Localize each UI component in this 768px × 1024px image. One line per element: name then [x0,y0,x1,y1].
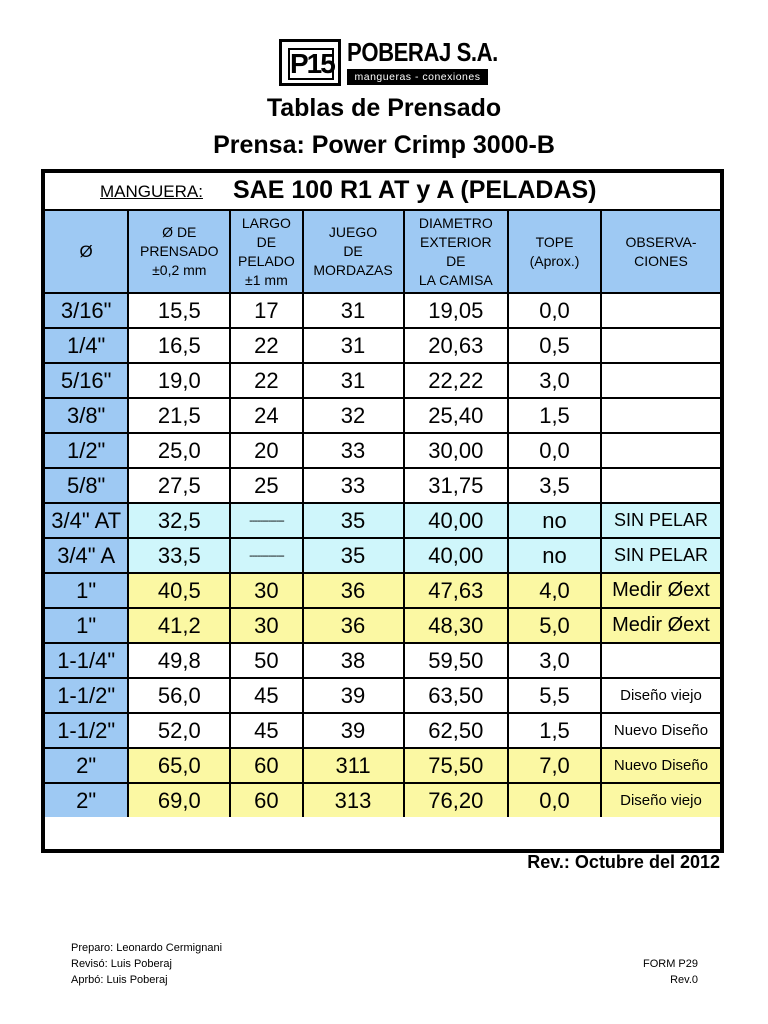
column-header [230,211,302,293]
column-header [128,211,230,293]
ferrule-od-cell: 40,00 [404,503,509,538]
hose-size-cell: 1-1/4" [45,643,128,678]
skive-length-cell: ------------- [230,503,302,538]
column-header-line: ±0,2 mm [152,262,207,278]
hose-size-cell: 1-1/2" [45,713,128,748]
table-row [45,503,720,538]
column-header-line: DE [256,233,277,250]
die-set-cell: 35 [303,503,404,538]
observation-cell [601,468,720,503]
reviewed-by: Revisó: Luis Poberaj [71,958,172,970]
observation-cell: Diseño viejo [601,783,720,817]
table-row [45,678,720,713]
hose-size-cell: 5/16" [45,363,128,398]
revision-date: Rev.: Octubre del 2012 [527,852,720,872]
die-set-cell: 31 [303,363,404,398]
prepared-by: Preparo: Leonardo Cermignani [71,942,223,954]
crimp-diameter-cell: 52,0 [128,713,230,748]
crimp-diameter-cell: 16,5 [128,328,230,363]
column-header-line: DIAMETRO [418,214,493,231]
table-header-row [45,211,720,293]
document-subtitle: Prensa: Power Crimp 3000-B [213,131,555,159]
crimp-diameter-cell: 40,5 [128,573,230,608]
form-number: FORM P29 [642,958,698,970]
die-set-cell: 311 [303,748,404,783]
stop-cell: 3,0 [508,643,601,678]
die-set-cell: 31 [303,293,404,328]
hose-size-cell: 2" [45,783,128,817]
table-row [45,608,720,643]
hose-size-cell: 2" [45,748,128,783]
table-row [45,783,720,817]
observation-cell: Medir Øext [601,573,720,608]
approved-by: Aprbó: Luis Poberaj [71,974,168,986]
die-set-cell: 39 [303,713,404,748]
observation-cell: Diseño viejo [601,678,720,713]
skive-length-cell: 24 [230,398,302,433]
crimp-diameter-cell: 21,5 [128,398,230,433]
die-set-cell: 35 [303,538,404,573]
stop-cell: 0,0 [508,783,601,817]
ferrule-od-cell: 25,40 [404,398,509,433]
crimp-diameter-cell: 27,5 [128,468,230,503]
hose-size-cell: 5/8" [45,468,128,503]
die-set-cell: 313 [303,783,404,817]
observation-cell: SIN PELAR [601,503,720,538]
observation-cell [601,328,720,363]
stop-cell: 3,0 [508,363,601,398]
hose-header [45,173,720,211]
skive-length-cell: 50 [230,643,302,678]
column-header-line: CIONES [634,252,688,269]
stop-cell: 7,0 [508,748,601,783]
column-header [508,211,601,293]
skive-length-cell: 45 [230,678,302,713]
table-body [45,293,720,817]
hose-size-cell: 3/4" A [45,538,128,573]
stop-cell: no [508,538,601,573]
crimp-diameter-cell: 15,5 [128,293,230,328]
table-row [45,468,720,503]
hose-size-cell: 1-1/2" [45,678,128,713]
skive-length-cell: 45 [230,713,302,748]
ferrule-od-cell: 76,20 [404,783,509,817]
ferrule-od-cell: 31,75 [404,468,509,503]
logo-mark-text: P15 [290,48,334,79]
stop-cell: no [508,503,601,538]
crimp-table [45,211,720,817]
ferrule-od-cell: 59,50 [404,643,509,678]
ferrule-od-cell: 48,30 [404,608,509,643]
table-row [45,433,720,468]
stop-cell: 1,5 [508,713,601,748]
crimp-diameter-cell: 32,5 [128,503,230,538]
skive-length-cell: 20 [230,433,302,468]
die-set-cell: 36 [303,573,404,608]
crimp-diameter-cell: 25,0 [128,433,230,468]
die-set-cell: 32 [303,398,404,433]
observation-cell: Nuevo Diseño [601,748,720,783]
column-header-line: LARGO [241,214,291,231]
column-header-line: PRENSADO [140,243,219,259]
table-row [45,293,720,328]
column-header [601,211,720,293]
form-info [643,956,698,988]
die-set-cell: 33 [303,433,404,468]
crimp-diameter-cell: 56,0 [128,678,230,713]
stop-cell: 3,5 [508,468,601,503]
observation-cell [601,433,720,468]
crimp-diameter-cell: 19,0 [128,363,230,398]
hose-size-cell: 1" [45,608,128,643]
stop-cell: 0,0 [508,293,601,328]
table-row [45,538,720,573]
skive-length-cell: 22 [230,363,302,398]
form-revision: Rev.0 [670,974,698,986]
hose-size-cell: 1/4" [45,328,128,363]
hose-size-cell: 1/2" [45,433,128,468]
column-header-line: LA CAMISA [418,271,493,288]
column-header-line: TOPE [535,233,574,250]
column-header-line: ±1 mm [245,271,288,288]
column-header-line: JUEGO [328,224,378,240]
skive-length-cell: 25 [230,468,302,503]
hose-size-cell: 3/4" AT [45,503,128,538]
ferrule-od-cell: 22,22 [404,363,509,398]
table-row [45,328,720,363]
column-header [303,211,404,293]
observation-cell [601,643,720,678]
table-row [45,363,720,398]
column-header-line: DE [446,252,466,269]
skive-length-cell: 17 [230,293,302,328]
crimp-table-frame [41,169,724,853]
ferrule-od-cell: 62,50 [404,713,509,748]
observation-cell: SIN PELAR [601,538,720,573]
die-set-cell: 36 [303,608,404,643]
skive-length-cell: ------------- [230,538,302,573]
ferrule-od-cell: 47,63 [404,573,509,608]
table-row [45,643,720,678]
logo-company-name: POBERAJ S.A. [347,37,498,67]
skive-length-cell: 60 [230,783,302,817]
column-header-line: MORDAZAS [313,262,393,278]
observation-cell: Medir Øext [601,608,720,643]
table-row [45,713,720,748]
crimp-diameter-cell: 41,2 [128,608,230,643]
observation-cell: Nuevo Diseño [601,713,720,748]
observation-cell [601,293,720,328]
die-set-cell: 31 [303,328,404,363]
ferrule-od-cell: 63,50 [404,678,509,713]
die-set-cell: 38 [303,643,404,678]
document-title: Tablas de Prensado [266,94,502,122]
ferrule-od-cell: 40,00 [404,538,509,573]
skive-length-cell: 30 [230,608,302,643]
table-row [45,398,720,433]
column-header-line: OBSERVA- [625,233,697,250]
ferrule-od-cell: 30,00 [404,433,509,468]
hose-label: MANGUERA: [100,182,203,201]
hose-value: SAE 100 R1 AT y A (PELADAS) [233,176,597,204]
skive-length-cell: 22 [230,328,302,363]
column-header [45,211,128,293]
hose-size-cell: 3/8" [45,398,128,433]
signatures [71,940,222,988]
skive-length-cell: 30 [230,573,302,608]
column-header-line: Ø [79,242,93,261]
column-header-line: EXTERIOR [420,233,492,250]
column-header-line: PELADO [237,252,295,269]
stop-cell: 5,5 [508,678,601,713]
observation-cell [601,363,720,398]
stop-cell: 4,0 [508,573,601,608]
column-header-line: Ø DE [162,224,197,240]
crimp-diameter-cell: 65,0 [128,748,230,783]
stop-cell: 5,0 [508,608,601,643]
ferrule-od-cell: 75,50 [404,748,509,783]
skive-length-cell: 60 [230,748,302,783]
observation-cell [601,398,720,433]
crimp-diameter-cell: 33,5 [128,538,230,573]
die-set-cell: 33 [303,468,404,503]
table-row [45,748,720,783]
column-header-line: DE [343,243,363,259]
column-header-line: (Aprox.) [529,252,580,269]
ferrule-od-cell: 19,05 [404,293,509,328]
logo-mark [279,39,341,86]
hose-size-cell: 3/16" [45,293,128,328]
ferrule-od-cell: 20,63 [404,328,509,363]
logo-tagline: mangueras - conexiones [347,69,488,85]
crimp-diameter-cell: 49,8 [128,643,230,678]
stop-cell: 0,5 [508,328,601,363]
column-header [404,211,509,293]
hose-size-cell: 1" [45,573,128,608]
stop-cell: 0,0 [508,433,601,468]
table-row [45,573,720,608]
die-set-cell: 39 [303,678,404,713]
company-logo [279,37,498,86]
crimp-diameter-cell: 69,0 [128,783,230,817]
stop-cell: 1,5 [508,398,601,433]
